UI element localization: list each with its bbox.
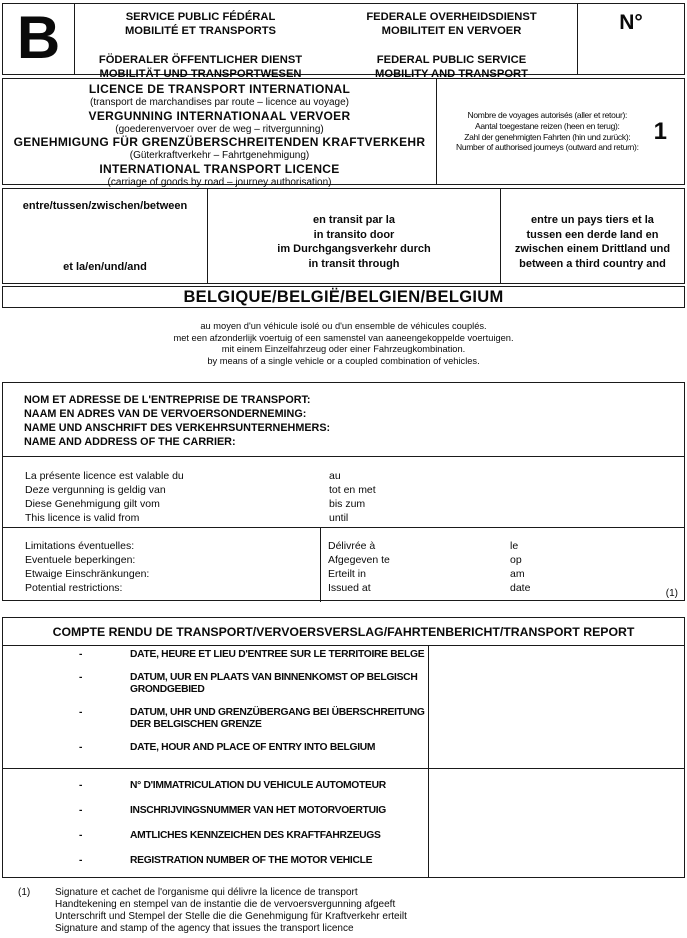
restrictions-line: Eventuele beperkingen:: [25, 554, 136, 566]
footnote-section: [18, 887, 658, 935]
restrictions-line: Potential restrictions:: [25, 582, 123, 594]
journeys-labels: [437, 110, 652, 152]
vehicle-note-line: by means of a single vehicle or a coupled combination of vehicles.: [207, 355, 480, 366]
issued-place-labels: [328, 539, 684, 595]
registration-items-list: [3, 780, 684, 868]
issued-date-labels: [510, 539, 530, 595]
carrier-label-line: NAME AND ADDRESS OF THE CARRIER:: [24, 436, 236, 448]
authority-line: MOBILITÉ ET TRANSPORTS: [124, 25, 277, 37]
report-title: COMPTE RENDU DE TRANSPORT/VERVOERSVERSLAG/FAHRTENBERICHT/TRANSPORT REPORT: [52, 624, 635, 639]
registration-item-text: REGISTRATION NUMBER OF THE MOTOR VEHICLE: [130, 855, 373, 866]
report-column-divider: [428, 646, 429, 878]
carrier-label-line: NOM ET ADRESSE DE L'ENTREPRISE DE TRANSPORT:: [24, 394, 311, 406]
transit-line: in transito door: [313, 228, 395, 241]
restrictions-line: Limitations éventuelles:: [25, 540, 135, 552]
between-label: entre/tussen/zwischen/between: [22, 200, 188, 212]
report-body: [3, 646, 684, 878]
dash-bullet: -: [79, 805, 83, 816]
authorised-journeys-cell: [437, 79, 684, 184]
third-country-cell: [501, 189, 684, 283]
licence-title-line: LICENCE DE TRANSPORT INTERNATIONAL: [88, 82, 351, 96]
licence-title-section: [2, 78, 685, 189]
and-label: et la/en/und/and: [63, 261, 147, 273]
transit-cell: [208, 189, 501, 283]
authority-column-nl-en: [326, 4, 577, 80]
authority-line: FEDERALE OVERHEIDSDIENST: [366, 11, 537, 23]
list-item: [3, 707, 684, 732]
validity-section: [3, 457, 684, 528]
between-cell: [3, 189, 208, 283]
transit-line: en transit par la: [313, 214, 395, 226]
transit-line: im Durchgangsverkehr durch: [277, 243, 431, 256]
entry-item-text: DATUM, UHR UND GRENZÜBERGANG BEI ÜBERSCHREITUNG DER BELGISCHEN GRENZE: [130, 706, 425, 730]
dash-bullet: -: [79, 649, 83, 660]
footnote-reference: (1): [665, 588, 678, 599]
valid-until-line: au: [329, 470, 341, 482]
authority-line: MOBILITÄT UND TRANSPORTWESEN: [99, 68, 302, 80]
licence-title-line: GENEHMIGUNG FÜR GRENZÜBERSCHREITENDEN KRAFTVERKEHR: [13, 135, 426, 150]
authority-line: FEDERAL PUBLIC SERVICE: [376, 54, 527, 66]
valid-from-line: Diese Genehmigung gilt vom: [25, 498, 160, 510]
vehicle-note-line: met een afzonderlijk voertuig of een samenstel van aaneengekoppelde voertuigen.: [173, 332, 514, 343]
journeys-label-line: Number of authorised journeys (outward and return):: [455, 142, 639, 153]
transport-report-section: [2, 617, 685, 878]
licence-title-line: INTERNATIONAL TRANSPORT LICENCE: [99, 161, 340, 176]
authority-column-fr-de: [75, 4, 326, 80]
carrier-label-line: NAME UND ANSCHRIFT DES VERKEHRSUNTERNEHMERS:: [24, 422, 331, 434]
footnote-reference: (1): [18, 887, 31, 898]
authority-line: MOBILITEIT EN VERVOER: [381, 25, 522, 37]
report-header: [3, 618, 684, 646]
journeys-label-line: Nombre de voyages autorisés (aller et retour):: [467, 110, 628, 121]
list-item: [3, 830, 684, 843]
carrier-section: [3, 383, 684, 457]
valid-from-line: La présente licence est valable du: [25, 470, 184, 482]
third-country-line: between a third country and: [519, 257, 666, 270]
restrictions-issued-section: [3, 528, 684, 602]
dash-bullet: -: [79, 855, 83, 866]
vehicle-note: [0, 321, 687, 367]
authority-line: FÖDERALER ÖFFENTLICHER DIENST: [98, 54, 303, 66]
footnote-line: Signature and stamp of the agency that issues the transport licence: [55, 923, 354, 934]
list-item: [3, 780, 684, 793]
list-item: [3, 672, 684, 697]
issued-date-line: le: [510, 540, 519, 552]
journeys-count-value: 1: [653, 117, 667, 145]
dash-bullet: -: [79, 706, 83, 718]
route-section: [2, 188, 685, 284]
footnote-lines: [55, 887, 407, 935]
entry-item-text: DATE, HEURE ET LIEU D'ENTREE SUR LE TERRITOIRE BELGE: [130, 649, 425, 660]
entry-info-row: [3, 646, 684, 769]
third-country-line: zwischen einem Drittland und: [514, 243, 671, 256]
issued-date-line: am: [510, 568, 525, 580]
entry-item-text: DATUM, UUR EN PLAATS VAN BINNENKOMST OP BELGISCH GRONDGEBIED: [130, 671, 418, 695]
dash-bullet: -: [79, 780, 83, 791]
third-country-line: entre un pays tiers et la: [531, 214, 654, 226]
details-section: [2, 382, 685, 601]
vehicle-note-line: au moyen d'un véhicule isolé ou d'un ensemble de véhicules couplés.: [200, 321, 487, 331]
valid-until-labels: [329, 469, 376, 525]
issued-date-line: op: [510, 554, 522, 566]
issued-place-line: Afgegeven te: [328, 554, 390, 566]
list-item: [3, 742, 684, 755]
journeys-label-line: Aantal toegestane reizen (heen en terug):: [475, 120, 620, 131]
footnote-line: Unterschrift und Stempel der Stelle die die Genehmigung für Kraftverkehr erteilt: [55, 911, 407, 922]
licence-title-line: VERGUNNING INTERNATIONAAL VERVOER: [88, 108, 351, 123]
transit-line: in transit through: [308, 257, 400, 270]
authority-line: SERVICE PUBLIC FÉDÉRAL: [125, 11, 276, 23]
valid-from-line: Deze vergunning is geldig van: [25, 484, 166, 496]
registration-item-text: INSCHRIJVINGSNUMMER VAN HET MOTORVOERTUIG: [130, 805, 387, 816]
restrictions-cell: [3, 528, 321, 602]
entry-items-list: [3, 649, 684, 754]
country-letter: B: [3, 4, 75, 74]
issued-place-line: Issued at: [328, 582, 371, 594]
header-section: [2, 3, 685, 80]
journeys-label-line: Zahl der genehmigten Fahrten (hin und zurück):: [464, 131, 631, 142]
dash-bullet: -: [79, 741, 83, 753]
valid-until-line: tot en met: [329, 484, 376, 496]
valid-until-line: until: [329, 512, 349, 524]
carrier-label-line: NAAM EN ADRES VAN DE VERVOERSONDERNEMING:: [24, 408, 307, 420]
vehicle-note-line: mit einem Einzelfahrzeug oder einer Fahrzeugkombination.: [221, 344, 466, 354]
licence-title-line: (carriage of goods by road – journey authorisation): [107, 177, 332, 189]
issued-cell: [321, 528, 684, 602]
footnote-line: Handtekening en stempel van de instantie die de vervoersvergunning afgeeft: [55, 899, 396, 910]
authority-names: [75, 4, 577, 80]
valid-from-line: This licence is valid from: [25, 512, 140, 524]
licence-number-label: N°: [577, 4, 684, 74]
issued-place-line: Erteilt in: [328, 568, 366, 580]
valid-until-line: bis zum: [329, 498, 366, 510]
registration-item-text: AMTLICHES KENNZEICHEN DES KRAFTFAHRZEUGS: [130, 830, 381, 841]
registration-row: [3, 769, 684, 889]
licence-title-line: (Güterkraftverkehr – Fahrtgenehmigung): [129, 150, 310, 162]
third-country-line: tussen een derde land en: [526, 228, 659, 241]
authority-line: MOBILITY AND TRANSPORT: [375, 68, 528, 80]
footnote-line: Signature et cachet de l'organisme qui délivre la licence de transport: [55, 887, 358, 898]
licence-title: [3, 79, 437, 189]
issued-date-line: date: [510, 582, 531, 594]
restrictions-line: Etwaige Einschränkungen:: [25, 568, 150, 580]
list-item: [3, 855, 684, 868]
licence-title-line: (goederenvervoer over de weg – ritvergunning): [115, 123, 324, 135]
list-item: [3, 649, 684, 662]
dash-bullet: -: [79, 671, 83, 683]
issued-place-line: Délivrée à: [328, 540, 376, 552]
dash-bullet: -: [79, 830, 83, 841]
country-banner: [2, 286, 685, 308]
country-title: BELGIQUE/BELGIË/BELGIEN/BELGIUM: [183, 287, 504, 306]
list-item: [3, 805, 684, 818]
registration-item-text: N° D'IMMATRICULATION DU VEHICULE AUTOMOTEUR: [130, 780, 386, 791]
licence-title-line: (transport de marchandises par route – licence au voyage): [89, 97, 350, 109]
entry-item-text: DATE, HOUR AND PLACE OF ENTRY INTO BELGIUM: [130, 741, 376, 753]
